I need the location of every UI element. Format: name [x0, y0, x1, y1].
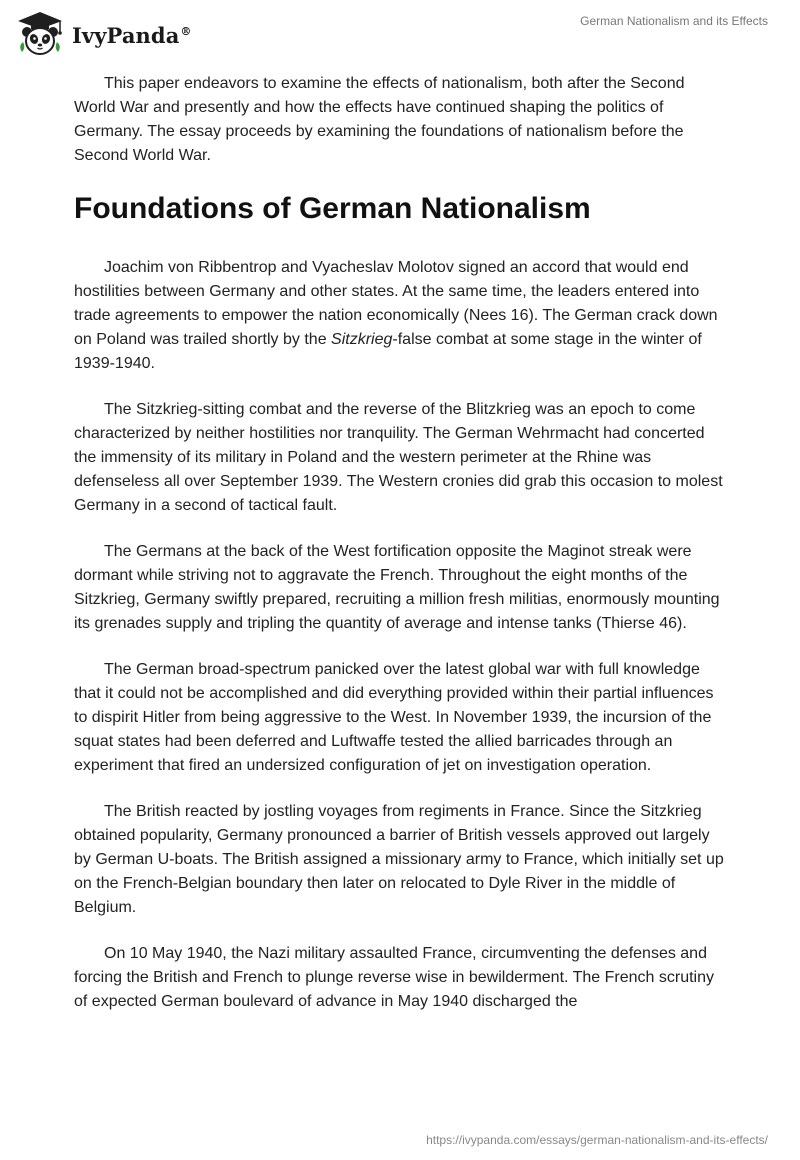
- paragraph-3: The Germans at the back of the West fortification opposite the Maginot streak were dormant while striving not to aggravate the French. Throughout the eight months of the Sitzkrieg, Germany swiftly prepared, recruiting a million fresh militias, enormously mounting its grenades supply and tripling the quantity of average and intense tanks (Thierse 46).: [74, 543, 720, 632]
- emphasis-sitzkrieg: Sitzkrieg: [331, 331, 393, 348]
- document-title: German Nationalism and its Effects: [580, 14, 768, 28]
- paragraph-4: The German broad-spectrum panicked over the latest global war with full knowledge that it could not be accomplished and did everything provided within their partial influences to dispirit Hitler from being aggressive to the West. In November 1939, the incursion of the squat states had been deferred and Luftwaffe tested the allied barricades through an experiment that fired an undersized configuration of jet on investigation operation.: [74, 661, 714, 774]
- brand-name: IvyPanda®: [72, 22, 192, 48]
- source-url[interactable]: https://ivypanda.com/essays/german-nationalism-and-its-effects/: [426, 1133, 768, 1147]
- paragraph-6: On 10 May 1940, the Nazi military assaulted France, circumventing the defenses and forcing the British and French to plunge reverse wise in bewilderment. The French scrutiny of expected German boulevard of advance in May 1940 discharged the: [74, 945, 715, 1010]
- page-header: [0, 0, 800, 70]
- paragraph-2: The Sitzkrieg-sitting combat and the reverse of the Blitzkrieg was an epoch to come characterized by neither hostilities nor tranquility. The German Wehrmacht had concerted the immensity of its military in Poland and the western perimeter at the Rhine was defenseless all over September 1939. The Western cronies did grab this occasion to molest Germany in a second of tactical fault.: [74, 401, 723, 514]
- panda-graduate-icon: [14, 8, 66, 60]
- intro-paragraph: This paper endeavors to examine the effects of nationalism, both after the Second World War and presently and how the effects have continued shaping the politics of Germany. The essay proceeds by examining the foundations of nationalism before the Second World War.: [74, 75, 685, 164]
- section-heading: Foundations of German Nationalism: [74, 192, 591, 225]
- paragraph-1: Joachim von Ribbentrop and Vyacheslav Molotov signed an accord that would end hostilities between Germany and other states. At the same time, the leaders entered into trade agreements to empower the nation economically (Nees 16). The German crack down on Poland was trailed shortly by the Sitzkrieg-false combat at some stage in the winter of 1939-1940.: [74, 259, 718, 372]
- brand-logo[interactable]: [14, 8, 192, 60]
- paragraph-5: The British reacted by jostling voyages from regiments in France. Since the Sitzkrieg obtained popularity, Germany pronounced a barrier of British vessels approved out largely by German U-boats. The British assigned a missionary army to France, which initially set up on the French-Belgian boundary then later on relocated to Dyle River in the middle of Belgium.: [74, 803, 724, 916]
- essay-body: [74, 72, 726, 1036]
